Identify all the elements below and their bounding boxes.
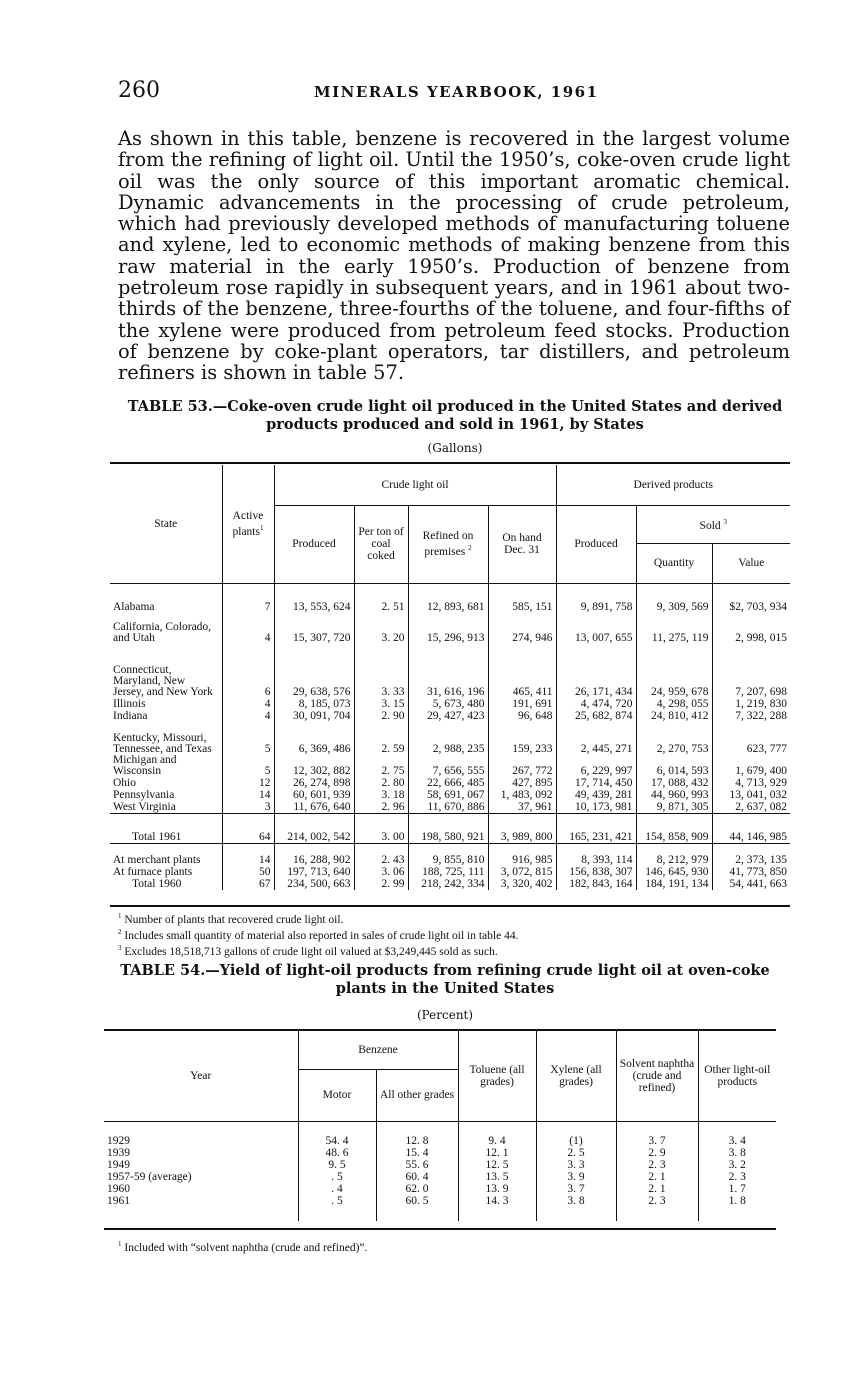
value-cell: 1, 219, 830 (712, 698, 790, 710)
table53-row (110, 801, 790, 814)
col-motor: Motor (298, 1069, 376, 1121)
quantity-cell: 24, 959, 678 (636, 644, 712, 698)
table54-row (104, 1171, 776, 1183)
other-cell: 3. 8 (698, 1147, 776, 1159)
running-header (118, 78, 798, 106)
on-hand-cell: 465, 411 (488, 644, 556, 698)
all-other-cell: 55. 6 (376, 1159, 458, 1171)
on-hand-cell: 37, 961 (488, 801, 556, 814)
intro-text: As shown in this table, benzene is recovered in the largest volume from the refining of light oil. Until the 1950’s, coke-oven crude light oil was the only source of this important aromatic chemical. Dynamic advancements in the processing of crude petroleum, which had previously developed methods of manufacturing toluene and xylene, led to economic methods of making benzene from this raw material in the early 1950’s. Production of benzene from petroleum rose rapidly in subsequent years, and in 1961 about two-thirds of the benzene, three-fourths of the toluene, and four-fifths of the xylene were produced from petroleum feed stocks. Production of benzene by coke-plant operators, tar distillers, and petroleum refiners is shown in table 57. (118, 127, 790, 385)
state-cell: At merchant plants (113, 853, 201, 866)
toluene-cell: 13. 9 (458, 1183, 536, 1195)
table54-spacer-row (104, 1207, 776, 1221)
motor-cell: 54. 4 (298, 1121, 376, 1147)
produced-cell: 12, 302, 882 (274, 755, 354, 777)
quantity-cell: 8, 212, 979 (636, 844, 712, 866)
year-cell: 1939 (107, 1147, 130, 1159)
table54-row (104, 1147, 776, 1159)
on-hand-cell: 159, 233 (488, 722, 556, 755)
all-other-cell: 60. 4 (376, 1171, 458, 1183)
toluene-cell: 14. 3 (458, 1195, 536, 1207)
on-hand-cell: 3, 072, 815 (488, 866, 556, 878)
col-xylene: Xylene (all grades) (536, 1031, 616, 1121)
refined-cell: 58, 691, 067 (408, 789, 488, 801)
on-hand-cell: 3, 989, 800 (488, 814, 556, 844)
col-per-ton: Per ton of coal coked (354, 505, 408, 583)
value-cell: 4, 713, 929 (712, 777, 790, 789)
on-hand-cell: 267, 772 (488, 755, 556, 777)
produced-cell: 30, 091, 704 (274, 710, 354, 722)
col-toluene: Toluene (all grades) (458, 1031, 536, 1121)
toluene-cell: 13. 5 (458, 1171, 536, 1183)
value-cell: 1, 679, 400 (712, 755, 790, 777)
state-cell: Ohio (113, 777, 136, 789)
table53-total-row (110, 866, 790, 878)
table53-total-row (110, 878, 790, 890)
on-hand-cell: 1, 483, 092 (488, 789, 556, 801)
table53 (110, 465, 790, 890)
col-group-benzene: Benzene (298, 1031, 458, 1069)
value-cell: 44, 146, 985 (712, 814, 790, 844)
produced-cell: 13, 553, 624 (274, 583, 354, 613)
xylene-cell: 3. 3 (536, 1159, 616, 1171)
table54-row (104, 1195, 776, 1207)
other-cell: 2. 3 (698, 1171, 776, 1183)
state-cell: Total 1960 (132, 877, 182, 890)
table54-title-line1: TABLE 54.—Yield of light-oil products from refining crude light oil at oven-coke (120, 962, 770, 979)
derived-cell: 4, 474, 720 (556, 698, 636, 710)
per-ton-cell: 2. 90 (354, 710, 408, 722)
col-other-products: Other light-oil products (698, 1031, 776, 1121)
produced-cell: 11, 676, 640 (274, 801, 354, 814)
solvent-cell: 3. 7 (616, 1121, 698, 1147)
produced-cell: 8, 185, 073 (274, 698, 354, 710)
quantity-cell: 9, 871, 305 (636, 801, 712, 814)
all-other-cell: 12. 8 (376, 1121, 458, 1147)
produced-cell: 197, 713, 640 (274, 866, 354, 878)
other-cell: 3. 4 (698, 1121, 776, 1147)
table53-caption (110, 398, 800, 434)
plants-cell: 14 (222, 844, 274, 866)
motor-cell: . 5 (298, 1195, 376, 1207)
col-solvent-naphtha: Solvent naphtha (crude and refined) (616, 1031, 698, 1121)
quantity-cell: 4, 298, 055 (636, 698, 712, 710)
running-title: MINERALS YEARBOOK, 1961 (314, 83, 599, 101)
other-cell: 1. 8 (698, 1195, 776, 1207)
table53-title-line1: TABLE 53.—Coke-oven crude light oil produced in the United States and derived (127, 398, 783, 415)
quantity-cell: 9, 309, 569 (636, 583, 712, 613)
table53-title-line2: products produced and sold in 1961, by States (266, 416, 644, 433)
refined-cell: 31, 616, 196 (408, 644, 488, 698)
col-year: Year (104, 1031, 298, 1121)
col-sold: Sold $^3$ (636, 505, 790, 543)
col-all-other-grades: All other grades (376, 1069, 458, 1121)
on-hand-cell: 3, 320, 402 (488, 878, 556, 890)
col-derived-produced: Produced (556, 505, 636, 583)
value-cell: 2, 637, 082 (712, 801, 790, 814)
solvent-cell: 2. 9 (616, 1147, 698, 1159)
col-produced: Produced (274, 505, 354, 583)
col-active-plants: Active plants$^1$ (222, 465, 274, 583)
toluene-cell: 12. 1 (458, 1147, 536, 1159)
derived-cell: 2, 445, 271 (556, 722, 636, 755)
plants-cell: 67 (222, 878, 274, 890)
col-refined: Refined on premises $^2$ (408, 505, 488, 583)
produced-cell: 6, 369, 486 (274, 722, 354, 755)
table53-footnotes (118, 910, 518, 957)
motor-cell: 48. 6 (298, 1147, 376, 1159)
derived-cell: 9, 891, 758 (556, 583, 636, 613)
solvent-cell: 2. 3 (616, 1195, 698, 1207)
plants-cell: 5 (222, 722, 274, 755)
col-value: Value (712, 543, 790, 583)
table53-bottom-rule (110, 905, 790, 907)
year-cell: 1949 (107, 1159, 130, 1171)
derived-cell: 182, 843, 164 (556, 878, 636, 890)
state-cell: California, Colorado, and Utah (113, 621, 212, 644)
state-cell: Alabama (113, 601, 155, 613)
motor-cell: 9. 5 (298, 1159, 376, 1171)
derived-cell: 13, 007, 655 (556, 613, 636, 644)
refined-cell: 188, 725, 111 (408, 866, 488, 878)
value-cell: 13, 041, 032 (712, 789, 790, 801)
plants-cell: 6 (222, 644, 274, 698)
table54-row (104, 1183, 776, 1195)
toluene-cell: 9. 4 (458, 1121, 536, 1147)
year-cell: 1961 (107, 1195, 130, 1207)
refined-cell: 29, 427, 423 (408, 710, 488, 722)
derived-cell: 25, 682, 874 (556, 710, 636, 722)
table53-top-rule (110, 462, 790, 464)
table53-footnote-1: $^1$ Number of plants that recovered crude light oil. (118, 912, 344, 926)
table53-row (110, 755, 790, 777)
page-number: 260 (118, 78, 160, 103)
plants-cell: 14 (222, 789, 274, 801)
table53-footnote-3: $^3$ Excludes 18,518,713 gallons of crude light oil valued at $3,249,445 sold as such. (118, 943, 498, 958)
per-ton-cell: 2. 80 (354, 777, 408, 789)
table54-title-line2: plants in the United States (335, 980, 555, 997)
value-cell: 7, 207, 698 (712, 644, 790, 698)
on-hand-cell: 427, 895 (488, 777, 556, 789)
table53-row (110, 710, 790, 722)
per-ton-cell: 2. 96 (354, 801, 408, 814)
value-cell: 623, 777 (712, 722, 790, 755)
plants-cell: 7 (222, 583, 274, 613)
refined-cell: 9, 855, 810 (408, 844, 488, 866)
state-cell: Total 1961 (110, 814, 222, 844)
plants-cell: 4 (222, 698, 274, 710)
on-hand-cell: 585, 151 (488, 583, 556, 613)
per-ton-cell: 2. 99 (354, 878, 408, 890)
refined-cell: 11, 670, 886 (408, 801, 488, 814)
other-cell: 1. 7 (698, 1183, 776, 1195)
col-group-derived: Derived products (556, 465, 790, 505)
plants-cell: 12 (222, 777, 274, 789)
per-ton-cell: 2. 43 (354, 844, 408, 866)
quantity-cell: 2, 270, 753 (636, 722, 712, 755)
quantity-cell: 154, 858, 909 (636, 814, 712, 844)
table53-row (110, 698, 790, 710)
produced-cell: 60, 601, 939 (274, 789, 354, 801)
plants-cell: 4 (222, 613, 274, 644)
motor-cell: . 4 (298, 1183, 376, 1195)
table54 (104, 1031, 776, 1221)
derived-cell: 49, 439, 281 (556, 789, 636, 801)
state-cell: Kentucky, Missouri, Tennessee, and Texas (113, 732, 212, 755)
year-cell: 1929 (107, 1135, 130, 1147)
derived-cell: 6, 229, 997 (556, 755, 636, 777)
value-cell: 54, 441, 663 (712, 878, 790, 890)
col-state: State (110, 465, 222, 583)
table53-total-row (110, 844, 790, 866)
refined-cell: 218, 242, 334 (408, 878, 488, 890)
value-cell: 7, 322, 288 (712, 710, 790, 722)
other-cell: 3. 2 (698, 1159, 776, 1171)
plants-cell: 4 (222, 710, 274, 722)
value-cell: 2, 998, 015 (712, 613, 790, 644)
plants-cell: 5 (222, 755, 274, 777)
per-ton-cell: 3. 06 (354, 866, 408, 878)
table54-footnote: $^1$ Included with “solvent naphtha (crude and refined)”. (118, 1240, 368, 1254)
solvent-cell: 2. 3 (616, 1159, 698, 1171)
produced-cell: 234, 500, 663 (274, 878, 354, 890)
refined-cell: 15, 296, 913 (408, 613, 488, 644)
table54-unit: (Percent) (416, 1008, 474, 1022)
state-cell: West Virginia (113, 801, 176, 813)
quantity-cell: 24, 810, 412 (636, 710, 712, 722)
quantity-cell: 17, 088, 432 (636, 777, 712, 789)
state-cell: Indiana (113, 710, 148, 722)
table53-row (110, 613, 790, 644)
toluene-cell: 12. 5 (458, 1159, 536, 1171)
table54-row (104, 1121, 776, 1147)
per-ton-cell: 3. 33 (354, 644, 408, 698)
derived-cell: 10, 173, 981 (556, 801, 636, 814)
table53-footnote-2: $^2$ Includes small quantity of material also reported in sales of crude light oil in table 44. (118, 927, 519, 942)
state-cell: Michigan and Wisconsin (113, 754, 177, 777)
derived-cell: 26, 171, 434 (556, 644, 636, 698)
refined-cell: 7, 656, 555 (408, 755, 488, 777)
xylene-cell: 3. 7 (536, 1183, 616, 1195)
state-cell: At furnace plants (113, 865, 193, 878)
col-on-hand: On hand Dec. 31 (488, 505, 556, 583)
per-ton-cell: 3. 00 (354, 814, 408, 844)
derived-cell: 165, 231, 421 (556, 814, 636, 844)
motor-cell: . 5 (298, 1171, 376, 1183)
table53-row (110, 777, 790, 789)
value-cell: 2, 373, 135 (712, 844, 790, 866)
produced-cell: 26, 274, 898 (274, 777, 354, 789)
state-cell: Connecticut, Maryland, New Jersey, and New York (113, 664, 213, 698)
year-cell: 1957-59 (average) (107, 1171, 192, 1183)
plants-cell: 50 (222, 866, 274, 878)
year-cell: 1960 (107, 1183, 130, 1195)
table54-bottom-rule (104, 1228, 776, 1230)
refined-cell: 12, 893, 681 (408, 583, 488, 613)
value-cell: $2, 703, 934 (712, 583, 790, 613)
table53-row (110, 644, 790, 698)
per-ton-cell: 2. 59 (354, 722, 408, 755)
xylene-cell: (1) (536, 1121, 616, 1147)
solvent-cell: 2. 1 (616, 1171, 698, 1183)
plants-cell: 3 (222, 801, 274, 814)
table53-row (110, 722, 790, 755)
produced-cell: 15, 307, 720 (274, 613, 354, 644)
state-cell: Pennsylvania (113, 789, 175, 801)
on-hand-cell: 191, 691 (488, 698, 556, 710)
derived-cell: 8, 393, 114 (556, 844, 636, 866)
per-ton-cell: 3. 20 (354, 613, 408, 644)
per-ton-cell: 3. 15 (354, 698, 408, 710)
all-other-cell: 15. 4 (376, 1147, 458, 1159)
quantity-cell: 184, 191, 134 (636, 878, 712, 890)
table53-total-row (110, 814, 790, 844)
per-ton-cell: 3. 18 (354, 789, 408, 801)
quantity-cell: 44, 960, 993 (636, 789, 712, 801)
derived-cell: 17, 714, 450 (556, 777, 636, 789)
col-quantity: Quantity (636, 543, 712, 583)
on-hand-cell: 96, 648 (488, 710, 556, 722)
refined-cell: 2, 988, 235 (408, 722, 488, 755)
table54-row (104, 1159, 776, 1171)
all-other-cell: 60. 5 (376, 1195, 458, 1207)
xylene-cell: 2. 5 (536, 1147, 616, 1159)
xylene-cell: 3. 8 (536, 1195, 616, 1207)
solvent-cell: 2. 1 (616, 1183, 698, 1195)
quantity-cell: 11, 275, 119 (636, 613, 712, 644)
state-cell: Illinois (113, 698, 146, 710)
intro-paragraph (118, 128, 790, 384)
produced-cell: 29, 638, 576 (274, 644, 354, 698)
table53-row (110, 789, 790, 801)
all-other-cell: 62. 0 (376, 1183, 458, 1195)
table54-caption (100, 962, 790, 998)
derived-cell: 156, 838, 307 (556, 866, 636, 878)
table53-unit: (Gallons) (427, 441, 483, 455)
on-hand-cell: 916, 985 (488, 844, 556, 866)
refined-cell: 22, 666, 485 (408, 777, 488, 789)
plants-cell: 64 (222, 814, 274, 844)
table53-row (110, 583, 790, 613)
produced-cell: 214, 002, 542 (274, 814, 354, 844)
refined-cell: 5, 673, 480 (408, 698, 488, 710)
on-hand-cell: 274, 946 (488, 613, 556, 644)
quantity-cell: 6, 014, 593 (636, 755, 712, 777)
refined-cell: 198, 580, 921 (408, 814, 488, 844)
value-cell: 41, 773, 850 (712, 866, 790, 878)
produced-cell: 16, 288, 902 (274, 844, 354, 866)
per-ton-cell: 2. 51 (354, 583, 408, 613)
xylene-cell: 3. 9 (536, 1171, 616, 1183)
per-ton-cell: 2. 75 (354, 755, 408, 777)
quantity-cell: 146, 645, 930 (636, 866, 712, 878)
col-group-crude: Crude light oil (274, 465, 556, 505)
